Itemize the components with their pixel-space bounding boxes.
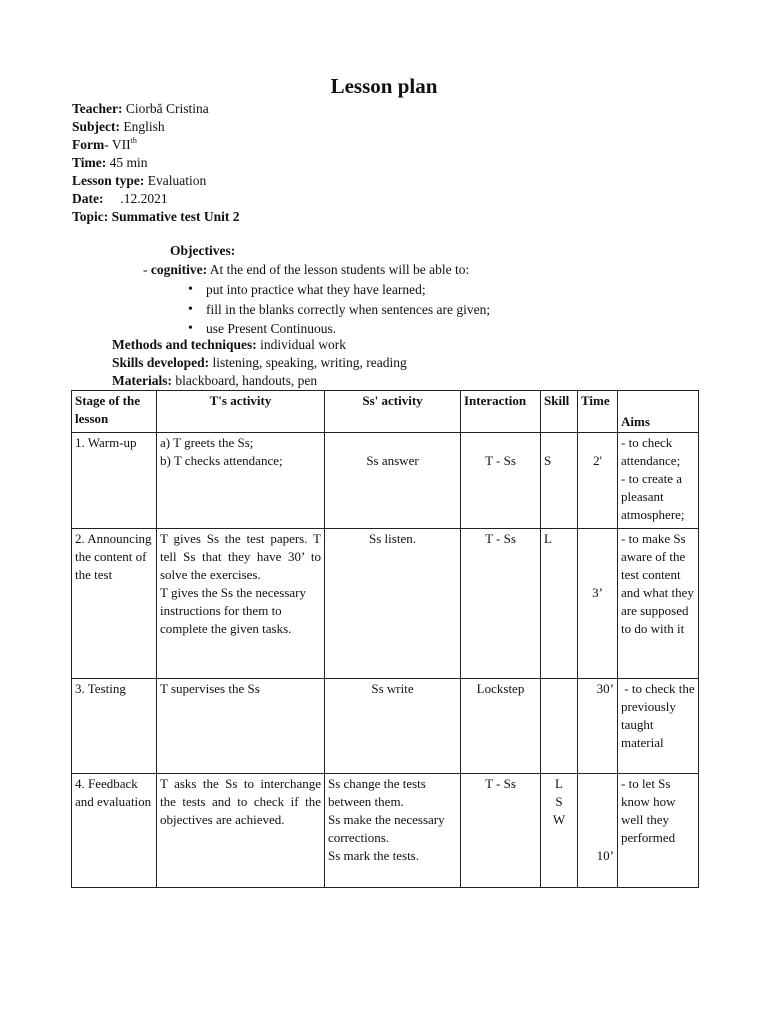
subject-label: Subject: <box>72 119 120 134</box>
table-header-row <box>72 391 699 433</box>
ss-activity-line: Ss listen. <box>369 531 416 546</box>
time-value: 2' <box>593 453 602 468</box>
skill-cell <box>541 433 578 529</box>
date-value: .12.2021 <box>120 191 168 206</box>
skill-value: L <box>544 531 552 546</box>
methods-line <box>112 336 407 354</box>
lesson-meta <box>72 100 240 226</box>
date-line <box>72 190 240 208</box>
form-superscript: th <box>130 136 137 145</box>
time-value: 3’ <box>592 585 603 600</box>
aims-line: - to let Ss know how well they performed <box>621 776 676 845</box>
header-ss-activity: Ss' activity <box>325 391 461 433</box>
subject-value: English <box>123 119 165 134</box>
stage-cell: 2. Announcing the content of the test <box>72 529 157 679</box>
ss-activity-line: Ss answer <box>366 453 419 468</box>
aims-line: - to make Ss aware of the test content and what they are supposed to do with it <box>621 531 694 636</box>
interaction-cell: T - Ss <box>461 774 541 888</box>
materials-value: blackboard, handouts, pen <box>175 373 318 388</box>
skill-cell <box>541 774 578 888</box>
skill-cell <box>541 529 578 679</box>
ss-activity-cell <box>325 433 461 529</box>
t-activity-line: T asks the Ss to interchange the tests and to check if the objectives are achieved. <box>160 776 321 827</box>
header-aims: Aims <box>618 391 699 433</box>
time-line <box>72 154 240 172</box>
stage-cell: 3. Testing <box>72 679 157 774</box>
interaction-cell: T - Ss <box>461 529 541 679</box>
t-activity-cell <box>157 679 325 774</box>
table-row <box>72 433 699 529</box>
skills-value: listening, speaking, writing, reading <box>212 355 407 370</box>
materials-label: Materials: <box>112 373 172 388</box>
materials-line <box>112 372 407 390</box>
time-cell <box>578 433 618 529</box>
skill-value: W <box>552 812 566 827</box>
time-value: 10’ <box>596 848 614 863</box>
aims-line: - to check attendance; <box>621 435 681 468</box>
ss-activity-cell <box>325 774 461 888</box>
interaction-value: T - Ss <box>485 453 516 468</box>
methods-block <box>112 336 407 390</box>
teacher-value: Ciorbă Cristina <box>125 101 209 116</box>
t-activity-cell <box>157 433 325 529</box>
methods-value: individual work <box>260 337 347 352</box>
ss-activity-line: Ss write <box>371 681 414 696</box>
interaction-cell: Lockstep <box>461 679 541 774</box>
ss-activity-line: Ss make the necessary corrections. <box>328 812 445 845</box>
aims-line: - to create a pleasant atmosphere; <box>621 471 685 522</box>
lesson-type-line <box>72 172 240 190</box>
topic-line <box>72 208 240 226</box>
time-cell <box>578 774 618 888</box>
time-value: 45 min <box>109 155 148 170</box>
skill-value: L <box>555 776 563 791</box>
objectives-list <box>188 280 490 339</box>
time-cell <box>578 529 618 679</box>
interaction-cell <box>461 433 541 529</box>
date-label: Date: <box>72 191 104 206</box>
t-activity-cell <box>157 529 325 679</box>
aims-cell <box>618 679 699 774</box>
header-skill: Skill <box>541 391 578 433</box>
form-label: Form <box>72 137 105 152</box>
ss-activity-line: Ss change the tests between them. <box>328 776 426 809</box>
aims-cell <box>618 529 699 679</box>
t-activity-cell <box>157 774 325 888</box>
teacher-label: Teacher: <box>72 101 123 116</box>
aims-cell <box>618 774 699 888</box>
header-time: Time <box>578 391 618 433</box>
t-activity-line: T gives Ss the test papers. T tell Ss that they have 30’ to solve the exercises. <box>160 531 321 582</box>
header-t-activity: T's activity <box>157 391 325 433</box>
lesson-plan-table <box>71 390 699 888</box>
ss-activity-cell <box>325 679 461 774</box>
table-row <box>72 529 699 679</box>
form-line <box>72 136 240 154</box>
aims-cell <box>618 433 699 529</box>
time-cell: 30’ <box>578 679 618 774</box>
aims-line: - to check the previously taught material <box>621 681 698 750</box>
teacher-line <box>72 100 240 118</box>
header-stage: Stage of the lesson <box>72 391 157 433</box>
t-activity-line: T supervises the Ss <box>160 681 260 696</box>
stage-cell: 4. Feedback and evaluation <box>72 774 157 888</box>
methods-label: Methods and techniques: <box>112 337 257 352</box>
cognitive-prefix: - <box>143 262 151 277</box>
skill-value: S <box>555 794 563 809</box>
objectives-heading: Objectives: <box>170 243 236 258</box>
lesson-type-label: Lesson type: <box>72 173 145 188</box>
topic-label: Topic: <box>72 209 109 224</box>
skills-line <box>112 354 407 372</box>
document-title: Lesson plan <box>330 74 438 98</box>
lesson-type-value: Evaluation <box>147 173 207 188</box>
objective-item: • fill in the blanks correctly when sentences are given; <box>188 300 490 320</box>
time-label: Time: <box>72 155 107 170</box>
skill-value: S <box>544 453 552 468</box>
ss-activity-line: Ss mark the tests. <box>328 848 419 863</box>
t-activity-line: b) T checks attendance; <box>160 453 283 468</box>
skill-cell <box>541 679 578 774</box>
table-row <box>72 679 699 774</box>
cognitive-text: At the end of the lesson students will be able to: <box>209 262 470 277</box>
t-activity-line: T gives the Ss the necessary instructions for them to complete the given tasks. <box>160 585 306 636</box>
skills-label: Skills developed: <box>112 355 210 370</box>
form-value: - VII <box>104 137 131 152</box>
t-activity-line: a) T greets the Ss; <box>160 435 254 450</box>
cognitive-label: cognitive: <box>150 262 208 277</box>
objective-item: • use Present Continuous. <box>188 319 490 339</box>
topic-value: Summative test Unit 2 <box>111 209 240 224</box>
cognitive-line <box>143 262 469 278</box>
subject-line <box>72 118 240 136</box>
ss-activity-cell <box>325 529 461 679</box>
objective-item: • put into practice what they have learned; <box>188 280 490 300</box>
header-interaction: Interaction <box>461 391 541 433</box>
stage-cell: 1. Warm-up <box>72 433 157 529</box>
table-row <box>72 774 699 888</box>
